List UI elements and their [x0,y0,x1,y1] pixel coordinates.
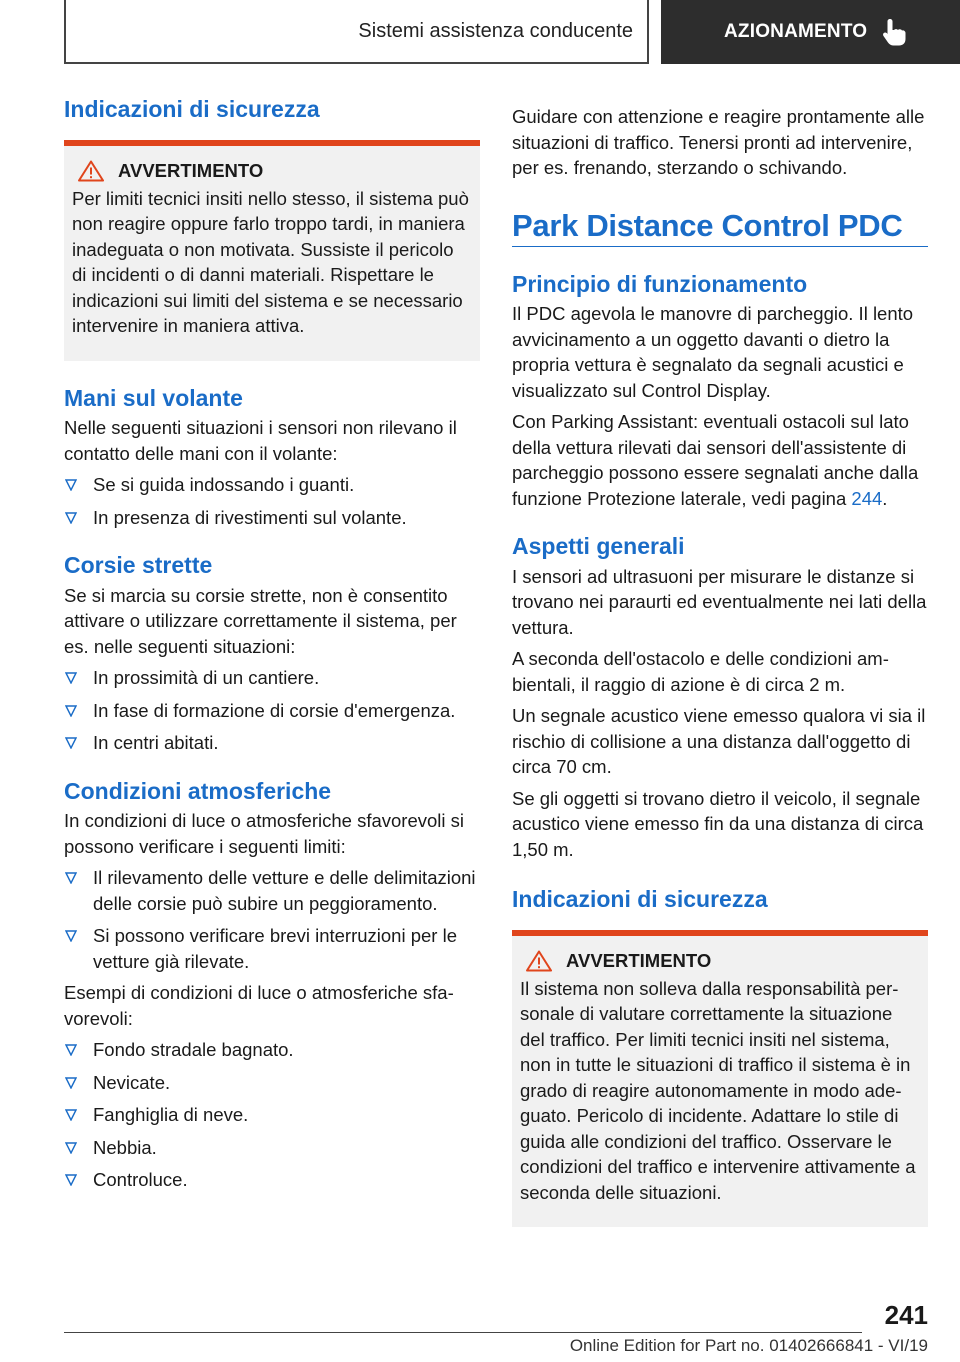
warning-box-1 [64,140,480,361]
bullet-triangle-icon [65,930,77,942]
right-column [512,96,928,1227]
bullet-triangle-icon [65,1109,77,1121]
heading-general: Aspetti generali [512,533,685,560]
heading-safety-2: Indicazioni di sicurezza [512,886,768,913]
list-item: In centri abitati. [64,730,480,756]
chapter-title: AZIONAMENTO [724,21,868,42]
hands-text: Nelle seguenti situazioni i sensori non rilevano il contatto delle mani con il volante: [64,417,457,464]
general-text-4: Se gli oggetti si trovano dietro il veicolo, il segnale acustico viene emesso fin da una distanza di circa 1,50 m. [512,787,924,860]
hands-list [64,472,480,530]
weather-text-2: Esempi di condizioni di luce o atmosferiche sfavorevoli: [64,982,454,1029]
lanes-list [64,665,480,756]
footer-divider [64,1332,862,1333]
bullet-triangle-icon [65,672,77,684]
list-item: Nevicate. [64,1070,480,1096]
chapter-header [661,0,960,64]
warning-triangle-icon [526,950,552,972]
list-item: In prossimità di un cantiere. [64,665,480,691]
left-column [64,96,480,1193]
list-item: Nebbia. [64,1135,480,1161]
bullet-triangle-icon [65,512,77,524]
list-item: In presenza di rivestimenti sul volante. [64,505,480,531]
list-item: Controluce. [64,1167,480,1193]
lanes-text: Se si marcia su corsie strette, non è consentito attivare o utilizzare correttamente il sistema, per es. nelle seguenti situazioni: [64,584,457,657]
bullet-triangle-icon [65,705,77,717]
section-title: Sistemi assistenza conducente [358,19,633,42]
warning-title-1 [78,160,472,182]
list-item: Si possono verificare brevi interruzioni per le vetture già rilevate. [64,923,480,974]
principle-text-2: Con Parking Assistant: eventuali ostacoli sul lato della vettura rilevati dai sensori dell'assistente di parcheggio possono essere segnalati anche dalla funzione Protezione laterale, vedi pagina 244. [512,411,919,509]
warning-label-1: AVVERTIMENTO [118,159,264,181]
bullet-triangle-icon [65,872,77,884]
bullet-triangle-icon [65,737,77,749]
weather-list [64,865,480,974]
list-item: Il rilevamento delle vetture e delle delimitazioni delle corsie può subire un peggioramento. [64,865,480,916]
general-text-3: Un segnale acustico viene emesso qualora vi sia il rischio di collisione a una distanza dall'oggetto di circa 70 cm. [512,705,926,778]
page-link[interactable]: 244 [851,487,883,509]
hand-pointer-icon [881,17,907,47]
bullet-triangle-icon [65,1044,77,1056]
heading-pdc: Park Distance Control PDC [512,207,928,247]
list-item: Se si guida indossando i guanti. [64,472,480,498]
heading-weather: Condizioni atmosferiche [64,777,332,804]
heading-principle: Principio di funzionamento [512,270,808,297]
list-item: Fanghiglia di neve. [64,1102,480,1128]
list-item: In fase di formazione di corsie d'emergenza. [64,698,480,724]
general-text-2: A seconda dell'ostacolo e delle condizioni ambientali, il raggio di azione è di circa 2 m. [512,648,889,695]
general-text-1: I sensori ad ultrasuoni per misurare le distanze si trovano nei paraurti ed eventualmente nei lati della vettura. [512,565,927,638]
intro-text: Guidare con attenzione e reagire prontamente alle situazioni di traffico. Tenersi pronti ad intervenire, per es. frenando, sterzando o schivando. [512,106,925,178]
edition-note: Online Edition for Part no. 01402666841 - VI/19 [569,1336,928,1355]
section-header [64,0,649,64]
warning-title-2 [526,950,920,972]
warning-label-2: AVVERTIMENTO [566,949,712,971]
weather-text: In condizioni di luce o atmosferiche sfavorevoli si possono verificare i seguenti limiti: [64,810,464,857]
heading-lanes: Corsie strette [64,552,213,579]
warning-text-1: Per limiti tecnici insiti nello stesso, il sistema può non reagire oppure farlo troppo tardi, in maniera inadeguata o non motivata. Sussiste il pericolo di incidenti o di danni materiali. Rispettare le indicazioni sui limiti del sistema e se necessario intervenire in maniera attiva. [72,187,469,337]
weather-examples-list [64,1037,480,1193]
principle-text-1: Il PDC agevola le manovre di parcheggio. Il lento avvicinamento a un oggetto davanti o dietro la propria vettura è segnalato da segnali acustici e visualizzato sul Control Display. [512,303,914,401]
page-number: 241 [884,1300,928,1330]
bullet-triangle-icon [65,479,77,491]
bullet-triangle-icon [65,1142,77,1154]
heading-safety: Indicazioni di sicurezza [64,96,320,122]
list-item: Fondo stradale bagnato. [64,1037,480,1063]
warning-box-2 [512,930,928,1228]
bullet-triangle-icon [65,1077,77,1089]
warning-text-2: Il sistema non solleva dalla responsabilità personale di valutare correttamente la situazione del traffico. Per limiti tecnici insiti nel sistema, non in tutte le situazioni di traffico il sistema è in grado di reagire autonomamente in modo adeguato. Pericolo di incidente. Adattare lo stile di guida alle condizioni del traffico. Osservare le condizioni del traffico e intervenire attivamente a seconda delle situazioni. [520,977,916,1203]
warning-triangle-icon [78,160,104,182]
heading-hands: Mani sul volante [64,384,243,411]
bullet-triangle-icon [65,1174,77,1186]
